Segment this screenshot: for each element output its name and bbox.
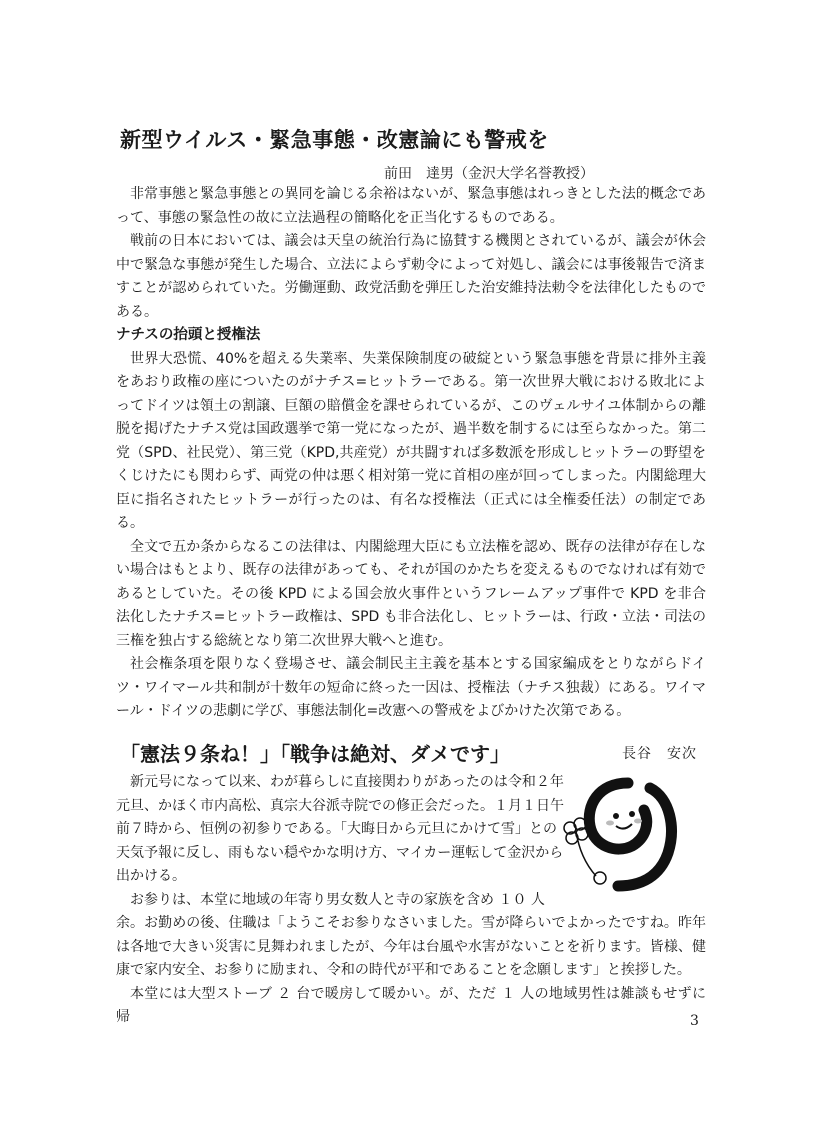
paragraph: 新元号になって以来、わが暮らしに直接関わりがあったのは令和２年元旦、かほく市内高松、真宗大谷派寺院での修正会だった。１月１日午前７時から、恒例の初参りである。「大晦日から元旦にかけて雪」との天気予報に反し、雨もない穏やかな明け方、マイカー運転して金沢から出かける。 (116, 774, 564, 884)
article1-author: 前田 達男（金沢大学名誉教授） (384, 166, 594, 182)
subheading: ナチスの抬頭と授権法 (116, 327, 261, 343)
paragraph: 全文で五か条からなるこの法律は、内閣総理大臣にも立法権を認め、既存の法律が存在しない場合はもとより、既存の法律があっても、それが国のかたちを変えるものでなければ有効であるとしていた。その後 KPD による国会放火事件というフレームアップ事件で KPD を非合法化したナチス=ヒットラー政権は、SPD も非合法化し、ヒットラーは、行政・立法・司法の三権を独占する総統となり第二次世界大戦へと進む。 (116, 538, 706, 649)
page-number: 3 (690, 1013, 699, 1029)
paragraph: 戦前の日本においては、議会は天皇の統治行為に協賛する機関とされているが、議会が休会中で緊急な事態が発生した場合、立法によらず勅令によって対処し、議会には事後報告で済ますことが認められていた。労働運動、政党活動を弾圧した治安維持法勅令を法律化したものである。 (116, 233, 706, 320)
article2-title: 「憲法９条ね！」「戦争は絶対、ダメです」 (120, 742, 510, 766)
paragraph: 社会権条項を限りなく登場させ、議会制民主主義を基本とする国家編成をとりながらドイツ・ワイマール共和制が十数年の短命に終った一因は、授権法（ナチス独裁）にある。ワイマール・ドイツの悲劇に学び、事態法制化=改憲への警戒をよびかけた次第である。 (116, 656, 706, 719)
article2-author: 長谷 安次 (622, 746, 697, 762)
article2-body-wide (116, 912, 706, 1030)
paragraph: 本堂には大型ストーブ ２ 台で暖房して暖かい。が、ただ １ 人の地域男性は雑談もせずに帰 (116, 985, 706, 1025)
number-nine-mascot-icon (558, 768, 698, 898)
paragraph: 世界大恐慌、40%を超える失業率、失業保険制度の破綻という緊急事態を背景に排外主義をあおり政権の座についたのがナチス=ヒットラーである。第一次世界大戦における敗北によってドイツは領土の割譲、巨額の賠償金を課せられているが、このヴェルサイユ体制からの離脱を掲げたナチス党は国政選挙で第一党になったが、過半数を制するには至らなかった。第二党（SPD、社民党）、第三党（KPD,共産党）が共闘すれば多数派を形成しヒットラーの野望をくじけたにも関わらず、両党の仲は悪く相対第一党に首相の座が回ってしまった。内閣総理大臣に指名されたヒットラーが行ったのは、有名な授権法（正式には全権委任法）の制定である。 (116, 350, 706, 531)
article1-title: 新型ウイルス・緊急事態・改憲論にも警戒を (120, 128, 549, 152)
paragraph: 余。お勤めの後、住職は「ようこそお参りなさいました。雪が降らいでよかったですね。昨年は各地で大きい災害に見舞われましたが、今年は台風や水害がないことを祈ります。皆様、健康で家内安全、お参りに励まれ、令和の時代が平和であることを念願します」と挨拶した。 (116, 915, 706, 978)
paragraph: 非常事態と緊急事態との異同を論じる余裕はないが、緊急事態はれっきとした法的概念であって、事態の緊急性の故に立法過程の簡略化を正当化するものである。 (116, 186, 706, 226)
article1-body (116, 183, 706, 724)
article2-body-narrow (116, 771, 566, 912)
paragraph: お参りは、本堂に地域の年寄り男女数人と寺の家族を含め １０ 人 (130, 891, 545, 908)
